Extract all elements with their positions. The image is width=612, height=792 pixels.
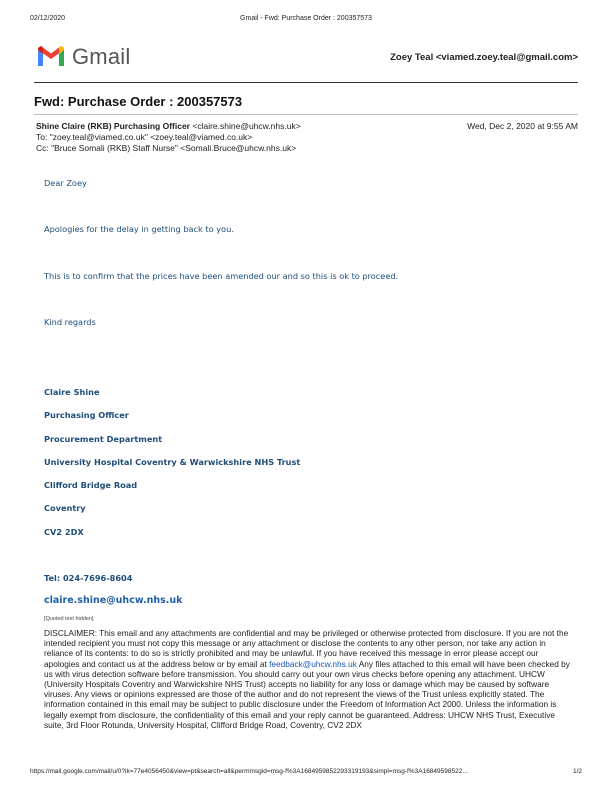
gmail-logo-icon — [36, 44, 66, 68]
signature-postcode: CV2 2DX — [44, 527, 84, 537]
header-divider — [34, 82, 578, 83]
greeting: Dear Zoey — [44, 178, 87, 188]
signature-street: Clifford Bridge Road — [44, 480, 138, 490]
recipient-cc: Cc: "Bruce Somali (RKB) Staff Nurse" <Somali.Bruce@uhcw.nhs.uk> — [36, 143, 297, 153]
print-title: Gmail - Fwd: Purchase Order : 200357573 — [240, 15, 372, 22]
signature-org: University Hospital Coventry & Warwickshire NHS Trust — [44, 457, 301, 467]
email-subject: Fwd: Purchase Order : 200357573 — [34, 94, 243, 109]
disclaimer-part-1: DISCLAIMER: This email and any attachments are confidential and may be privileged or otherwise protected from disclosure. If you are not the intended recipient you must not copy this message or any attachment or disclose the contents to any other person, nor take any action in reliance of its contents: to do so is strictly prohibited and may be unlawful. If you have received this message in error please accept our apologies and contact us at the address below or by email at — [44, 628, 569, 669]
signature-title: Purchasing Officer — [44, 410, 129, 420]
sender-line — [36, 121, 301, 131]
disclaimer-part-2: Any files attached to this email will have been checked by us with virus detection software before transmission. You should carry out your own virus checks before opening any attachment. UHCW (University Hospitals Coventry and Warwickshire NHS Trust) accepts no liability for any loss or damage which may be caused by software viruses. Any views or opinions expressed are those of the author and do not represent the views of the Trust unless explicitly stated. The information contained in this email may be subject to public disclosure under the Freedom of Information Act 2000. Unless the information is legally exempt from disclosure, the confidentiality of this email and your reply cannot be guaranteed. Address: UHCW NHS Trust, Executive suite, 3rd Floor Rotunda, University Hospital, Clifford Bridge Road, Coventry, CV2 2DX — [44, 658, 570, 730]
signature-email: claire.shine@uhcw.nhs.uk — [44, 595, 183, 606]
print-date: 02/12/2020 — [30, 15, 66, 22]
sender-name: Shine Claire (RKB) Purchasing Officer — [36, 121, 190, 131]
recipient-to: To: "zoey.teal@viamed.co.uk" <zoey.teal@viamed.co.uk> — [36, 132, 253, 142]
disclaimer — [44, 628, 572, 730]
page-number: 1/2 — [572, 768, 582, 775]
closing: Kind regards — [44, 317, 96, 327]
print-url: https://mail.google.com/mail/u/0?ik=77e4056450&view=pt&search=all&permmsgid=msg-f%3A1684959852293319193&simpl=msg-f%3A16849598522... — [30, 768, 468, 775]
sender-email: <claire.shine@uhcw.nhs.uk> — [192, 121, 301, 131]
body-paragraph-2: This is to confirm that the prices have been amended our and so this is ok to proceed. — [44, 271, 399, 281]
subject-divider — [34, 114, 578, 115]
signature-city: Coventry — [44, 503, 86, 513]
signature-name: Claire Shine — [44, 387, 100, 397]
message-date: Wed, Dec 2, 2020 at 9:55 AM — [467, 121, 578, 131]
quoted-text-toggle[interactable]: [Quoted text hidden] — [44, 616, 94, 622]
signature-tel: Tel: 024-7696-8604 — [44, 573, 133, 583]
signature-department: Procurement Department — [44, 434, 163, 444]
body-paragraph-1: Apologies for the delay in getting back to you. — [44, 224, 234, 234]
gmail-wordmark: Gmail — [72, 44, 131, 69]
feedback-email-link[interactable]: feedback@uhcw.nhs.uk — [269, 658, 357, 669]
account-label: Zoey Teal <viamed.zoey.teal@gmail.com> — [390, 52, 578, 63]
